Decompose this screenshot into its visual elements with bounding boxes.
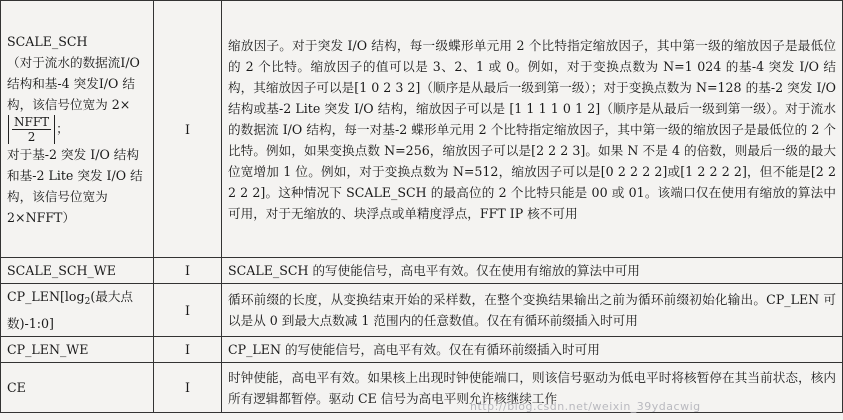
signal-name: CP_LEN[log	[7, 289, 85, 304]
direction-cell: I	[154, 258, 222, 284]
table-row	[1, 1, 843, 258]
description-cell: 循环前缀的长度，从变换结束开始的采样数，在整个变换结果输出之前为循环前缀初始化输出。CP_LEN 可以是从 0 到最大点数减 1 范围内的任意数值。仅在有循环前缀插入时可用	[222, 284, 843, 337]
watermark: http://blog.csdn.net/weixin_39ydacwig	[470, 400, 701, 413]
signal-cell	[1, 1, 154, 258]
fraction-numerator: NFFT	[14, 114, 50, 129]
signal-cell: CE	[1, 363, 154, 413]
signal-name: SCALE_SCH	[7, 33, 88, 49]
direction-cell: I	[154, 363, 222, 413]
description-cell: SCALE_SCH 的写使能信号，高电平有效。仅在使用有缩放的算法中可用	[222, 258, 843, 284]
description-cell: 时钟使能，高电平有效。如果核上出现时钟使能端口，则该信号驱动为低电平时将核暂停在其当前状态，核内所有逻辑都暂停。驱动 CE 信号为高电平则允许核继续工作	[222, 363, 843, 413]
signal-note-2: 对于基-2 突发 I/O 结构和基-2 Lite 突发 I/O 结构，该信号位宽为 2×NFFT）	[7, 146, 143, 225]
table-row	[1, 337, 843, 363]
table-row	[1, 258, 843, 284]
fraction-denominator: 2	[27, 129, 36, 144]
direction-cell: I	[154, 337, 222, 363]
direction-cell: I	[154, 1, 222, 258]
signal-cell	[1, 284, 154, 337]
signal-name-subscript: 2	[84, 297, 91, 307]
signal-note-end: ；	[56, 120, 69, 136]
signal-cell: SCALE_SCH_WE	[1, 258, 154, 284]
signal-cell: CP_LEN_WE	[1, 337, 154, 363]
fraction	[8, 115, 55, 144]
signal-name-rest: (最大点数)-1:0]	[7, 289, 134, 331]
table-row	[1, 284, 843, 337]
direction-cell: I	[154, 284, 222, 337]
table-row	[1, 363, 843, 413]
signal-note: （对于流水的数据流I/O 结构和基-4 突发I/O 结构，该信号位宽为 2×	[7, 54, 140, 112]
description-cell: 缩放因子。对于突发 I/O 结构，每一级蝶形单元用 2 个比特指定缩放因子，其中第一级的缩放因子是最低位的 2 个比特。缩放因子的值可以是 3、2、1 或 0。例如，对于变换点数为 N=1 024 的基-4 突发 I/O 结构，其缩放因子可以是[1 0 2 3 2]（顺序是从最后一级到第一级）；对于变换点数为 N=128 的基-2 突发 I/O 结构或基-2 Lite 突发 I/O 结构，缩放因子可以是 [1 1 1 1 0 1 2]（顺序是从最后一级到第一级）。对于流水的数据流 I/O 结构，每一对基-2 蝶形单元用 2 个比特指定缩放因子，其中第一级的缩放因子是最低位的 2 个比特。例如，如果变换点数 N=256，缩放因子可以是[2 2 2 3]。如果 N 不是 4 的倍数，则最后一级的最大位宽增加 1 位。例如，对于变换点数为 N=512，缩放因子可以是[0 2 2 2 2]或[1 2 2 2 2]，但不能是[2 2 2 2 2]。这种情况下 SCALE_SCH 的最高位的 2 个比特只能是 00 或 01。该端口仅在使用有缩放的算法中可用，对于无缩放的、块浮点或单精度浮点，FFT IP 核不可用	[222, 1, 843, 258]
description-cell: CP_LEN 的写使能信号，高电平有效。仅在有循环前缀插入时可用	[222, 337, 843, 363]
